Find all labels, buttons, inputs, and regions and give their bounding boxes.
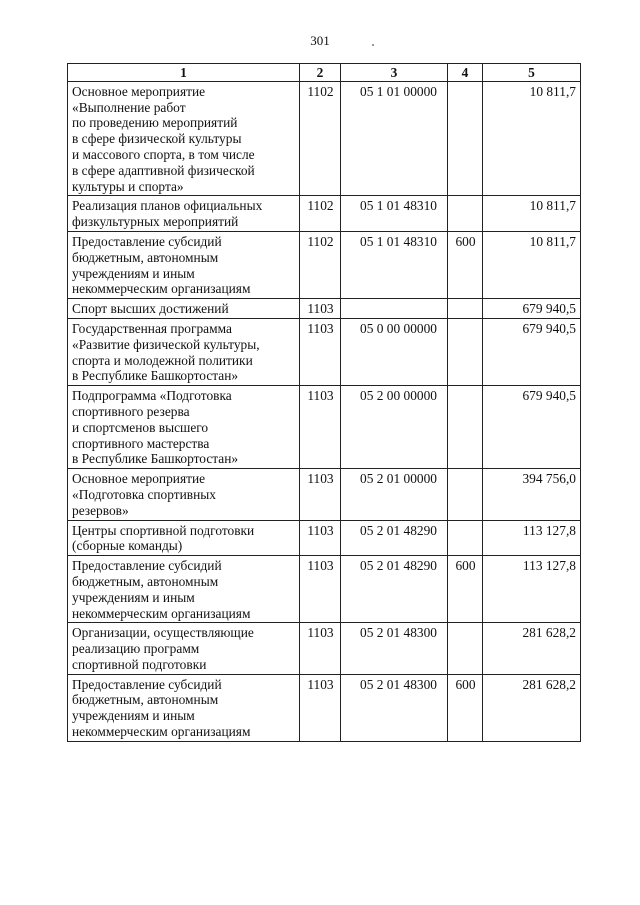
row-section: 1102 (300, 196, 341, 232)
header-col-4: 4 (448, 64, 483, 82)
table-row (68, 674, 581, 741)
row-amount: 113 127,8 (483, 556, 581, 623)
row-name: Государственная программа «Развитие физической культуры, спорта и молодежной политики в Республике Башкортостан» (68, 318, 300, 385)
row-name: Спорт высших достижений (68, 299, 300, 319)
row-expense-type: 600 (448, 556, 483, 623)
scan-speck (372, 44, 374, 46)
table-row (68, 623, 581, 674)
row-section: 1102 (300, 81, 341, 196)
row-name: Предоставление субсидий бюджетным, автономным учреждениям и иным некоммерческим организациям (68, 231, 300, 298)
row-name: Подпрограмма «Подготовка спортивного резерва и спортсменов высшего спортивного мастерства в Республике Башкортостан» (68, 386, 300, 469)
row-code: 05 2 01 00000 (341, 469, 448, 520)
row-name: Центры спортивной подготовки (сборные команды) (68, 520, 300, 556)
row-code: 05 2 01 48290 (341, 556, 448, 623)
row-name: Организации, осуществляющие реализацию программ спортивной подготовки (68, 623, 300, 674)
row-amount: 281 628,2 (483, 623, 581, 674)
row-code: 05 1 01 48310 (341, 231, 448, 298)
table-row (68, 299, 581, 319)
header-col-2: 2 (300, 64, 341, 82)
row-code: 05 2 01 48300 (341, 674, 448, 741)
header-col-5: 5 (483, 64, 581, 82)
row-section: 1103 (300, 469, 341, 520)
row-expense-type: 600 (448, 674, 483, 741)
row-expense-type (448, 318, 483, 385)
row-code: 05 2 01 48300 (341, 623, 448, 674)
row-name: Реализация планов официальных физкультурных мероприятий (68, 196, 300, 232)
row-section: 1103 (300, 299, 341, 319)
row-expense-type (448, 81, 483, 196)
row-expense-type (448, 299, 483, 319)
row-code: 05 1 01 00000 (341, 81, 448, 196)
row-amount: 679 940,5 (483, 299, 581, 319)
row-expense-type (448, 520, 483, 556)
row-name: Основное мероприятие «Подготовка спортивных резервов» (68, 469, 300, 520)
row-amount: 394 756,0 (483, 469, 581, 520)
table-body (68, 81, 581, 741)
row-name: Предоставление субсидий бюджетным, автономным учреждениям и иным некоммерческим организациям (68, 674, 300, 741)
row-amount: 679 940,5 (483, 318, 581, 385)
row-section: 1103 (300, 386, 341, 469)
row-expense-type (448, 196, 483, 232)
table-header (68, 64, 581, 82)
row-amount: 679 940,5 (483, 386, 581, 469)
table-row (68, 196, 581, 232)
row-section: 1103 (300, 318, 341, 385)
page-number: 301 (310, 33, 330, 48)
table-row (68, 469, 581, 520)
row-amount: 113 127,8 (483, 520, 581, 556)
table-row (68, 231, 581, 298)
header-col-3: 3 (341, 64, 448, 82)
row-expense-type (448, 469, 483, 520)
row-code: 05 0 00 00000 (341, 318, 448, 385)
budget-table (67, 63, 581, 742)
row-amount: 10 811,7 (483, 196, 581, 232)
row-section: 1102 (300, 231, 341, 298)
row-expense-type (448, 386, 483, 469)
row-code: 05 2 01 48290 (341, 520, 448, 556)
row-expense-type: 600 (448, 231, 483, 298)
table-row (68, 81, 581, 196)
row-amount: 10 811,7 (483, 81, 581, 196)
row-code: 05 2 00 00000 (341, 386, 448, 469)
row-name: Основное мероприятие «Выполнение работ по проведению мероприятий в сфере физической культуры и массового спорта, в том числе в сфере адаптивной физической культуры и спорта» (68, 81, 300, 196)
row-section: 1103 (300, 623, 341, 674)
header-col-1: 1 (68, 64, 300, 82)
row-name: Предоставление субсидий бюджетным, автономным учреждениям и иным некоммерческим организациям (68, 556, 300, 623)
row-code (341, 299, 448, 319)
table-row (68, 520, 581, 556)
table-row (68, 556, 581, 623)
row-section: 1103 (300, 520, 341, 556)
row-section: 1103 (300, 674, 341, 741)
table-row (68, 318, 581, 385)
row-code: 05 1 01 48310 (341, 196, 448, 232)
row-amount: 10 811,7 (483, 231, 581, 298)
table-row (68, 386, 581, 469)
row-amount: 281 628,2 (483, 674, 581, 741)
row-section: 1103 (300, 556, 341, 623)
row-expense-type (448, 623, 483, 674)
